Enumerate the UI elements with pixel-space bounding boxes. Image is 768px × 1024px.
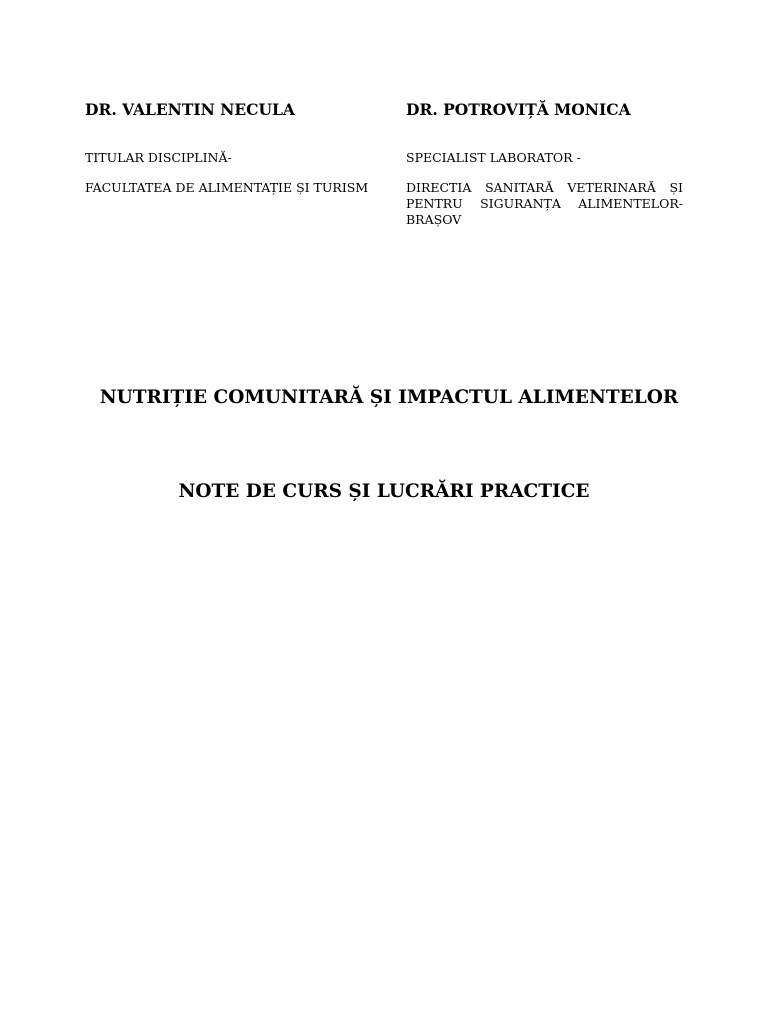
document-subtitle: NOTE DE CURS ȘI LUCRĂRI PRACTICE (178, 481, 590, 502)
author-right-name: DR. POTROVIȚĂ MONICA (406, 100, 631, 119)
document-title: NUTRIȚIE COMUNITARĂ ȘI IMPACTUL ALIMENTELOR (99, 387, 679, 408)
author-left-name: DR. VALENTIN NECULA (85, 100, 295, 119)
author-right-role: SPECIALIST LABORATOR - (406, 150, 581, 165)
author-left-role: TITULAR DISCIPLINĂ- (85, 150, 232, 165)
author-left-block (85, 101, 385, 196)
author-left-affiliation: FACULTATEA DE ALIMENTAȚIE ȘI TURISM (85, 180, 369, 195)
author-right-block (406, 101, 683, 228)
author-right-affiliation: DIRECTIA SANITARĂ VETERINARĂ ȘI PENTRU SIGURANȚA ALIMENTELOR-BRAȘOV (406, 180, 683, 227)
